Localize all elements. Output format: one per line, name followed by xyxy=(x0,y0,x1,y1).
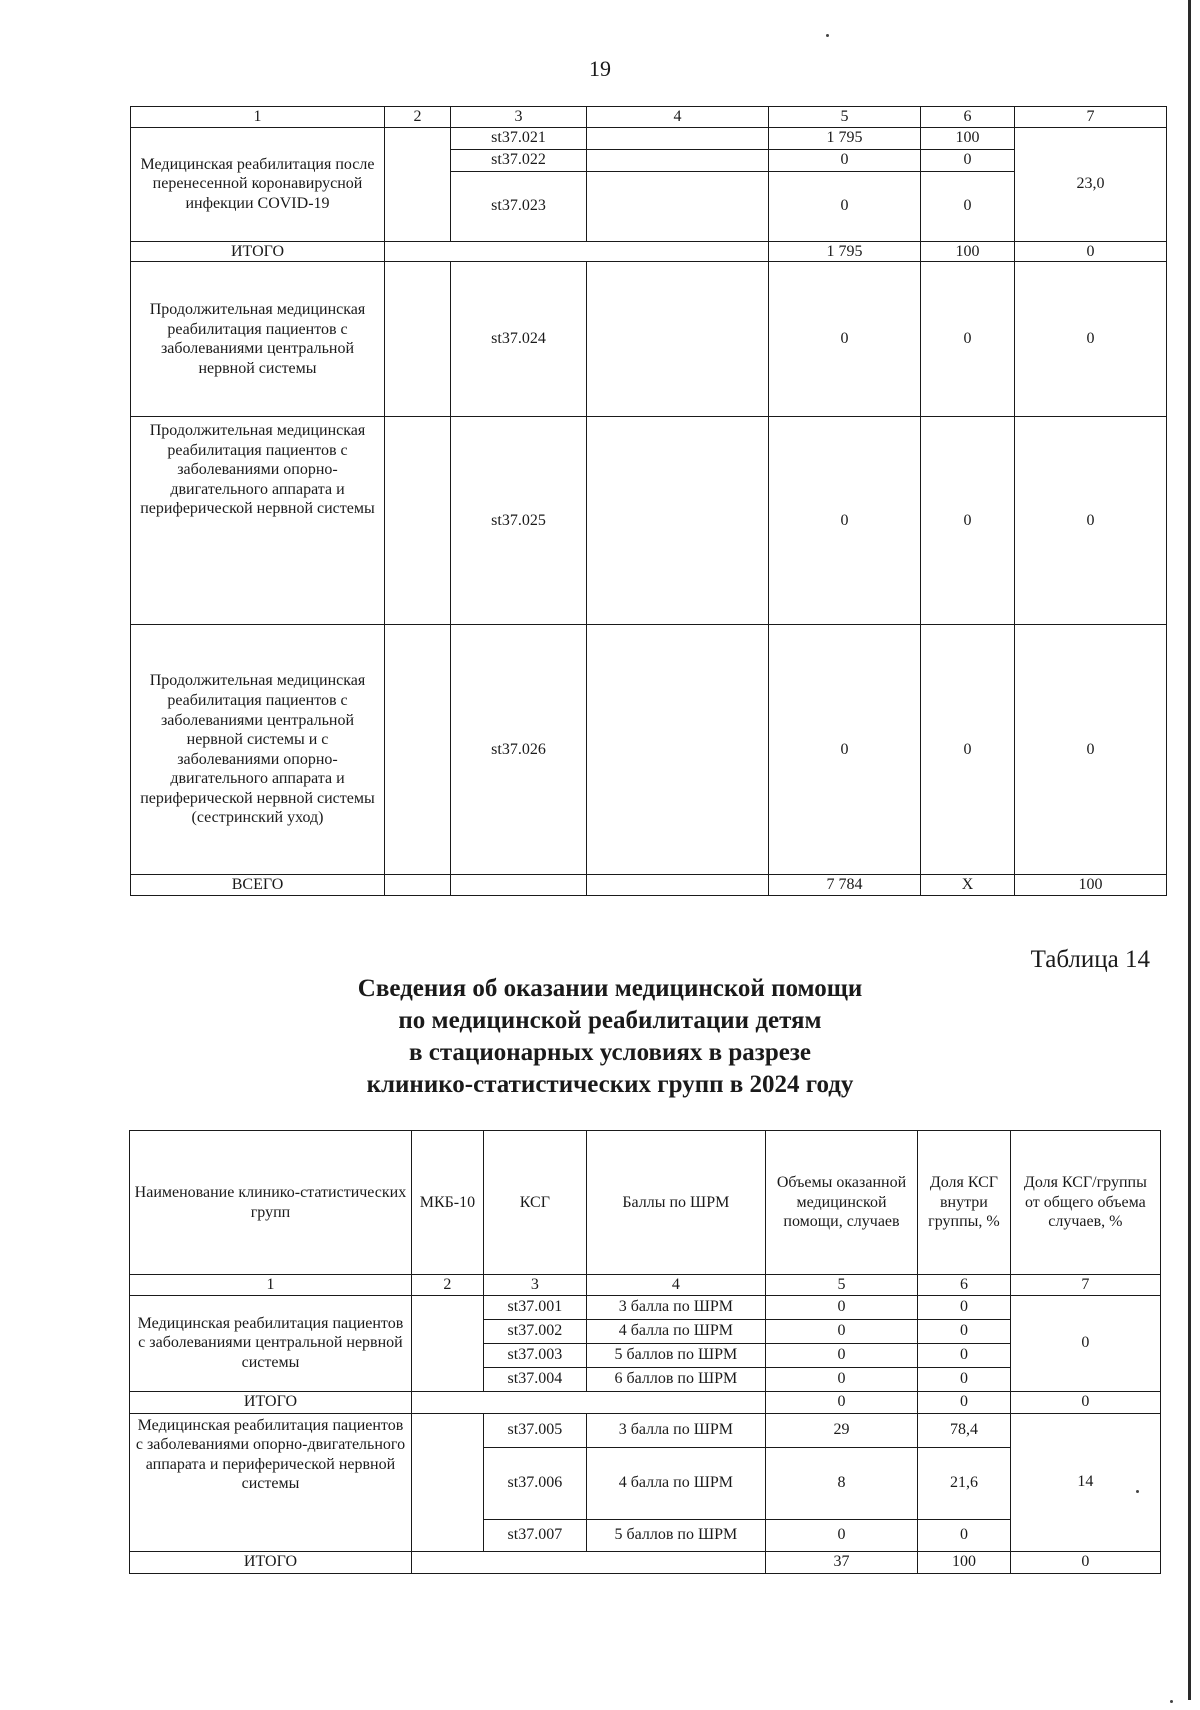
grand-total-label: ВСЕГО xyxy=(131,875,385,896)
title-line: по медицинской реабилитации детям xyxy=(398,1007,822,1034)
volume-value: 8 xyxy=(765,1447,917,1519)
total-group-share: 0 xyxy=(1010,1391,1160,1413)
column-number: 4 xyxy=(586,1275,765,1296)
group-share-value: 14 xyxy=(1010,1413,1160,1551)
total-row xyxy=(130,1551,1161,1573)
title-line: в стационарных условиях в разрезе xyxy=(409,1039,811,1066)
scan-speck xyxy=(826,34,829,37)
share-value: 78,4 xyxy=(918,1413,1011,1447)
total-share: 0 xyxy=(918,1391,1011,1413)
title-line: Сведения об оказании медицинской помощи xyxy=(357,975,863,1002)
column-number: 4 xyxy=(587,107,769,128)
icd-cell xyxy=(411,1413,483,1551)
share-value: 21,6 xyxy=(918,1447,1011,1519)
ksg-code: st37.006 xyxy=(483,1447,586,1519)
empty-merged-cell xyxy=(411,1391,765,1413)
total-label: ИТОГО xyxy=(130,1551,412,1573)
column-number: 2 xyxy=(411,1275,483,1296)
column-number: 7 xyxy=(1010,1275,1160,1296)
ksg-code: st37.002 xyxy=(483,1319,586,1343)
total-label: ИТОГО xyxy=(131,241,385,262)
volume-value: 1 795 xyxy=(769,127,921,149)
points-value: 3 балла по ШРМ xyxy=(586,1413,765,1447)
volume-value: 0 xyxy=(765,1367,917,1391)
volume-value: 0 xyxy=(769,262,921,417)
total-share: 100 xyxy=(921,241,1015,262)
grand-total-group-share: 100 xyxy=(1015,875,1167,896)
group-name: Медицинская реабилитация пациентов с заболеваниями опорно-двигательного аппарата и периферической нервной системы xyxy=(130,1413,412,1551)
ksg-code: st37.001 xyxy=(483,1295,586,1319)
total-share: 100 xyxy=(918,1551,1011,1573)
table-14 xyxy=(129,1130,1161,1574)
ksg-code: st37.023 xyxy=(451,171,587,241)
header-group-share: Доля КСГ/группы от общего объема случаев, % xyxy=(1010,1131,1160,1275)
points-value: 4 балла по ШРМ xyxy=(586,1447,765,1519)
group-name: Продолжительная медицинская реабилитация пациентов с заболеваниями центральной нервной системы xyxy=(131,262,385,417)
group-share-value: 0 xyxy=(1010,1295,1160,1391)
empty-merged-cell xyxy=(411,1551,765,1573)
empty-merged-cell xyxy=(385,241,769,262)
column-number-row xyxy=(131,107,1167,128)
ksg-code: st37.003 xyxy=(483,1343,586,1367)
group-name: Медицинская реабилитация пациентов с заболеваниями центральной нервной системы xyxy=(130,1295,412,1391)
table-row xyxy=(130,1413,1161,1447)
icd-cell xyxy=(385,127,451,241)
empty-cell xyxy=(385,875,451,896)
share-value: 0 xyxy=(918,1295,1011,1319)
column-number: 3 xyxy=(483,1275,586,1296)
group-name: Продолжительная медицинская реабилитация пациентов с заболеваниями центральной нервной системы и с заболеваниями опорно-двигательного аппарата и периферической нервной системы (сестринский уход) xyxy=(131,625,385,875)
column-number: 1 xyxy=(130,1275,412,1296)
title-line: клинико-статистических групп в 2024 году xyxy=(366,1071,854,1098)
total-row xyxy=(131,241,1167,262)
ksg-code: st37.007 xyxy=(483,1519,586,1551)
header-icd: МКБ-10 xyxy=(411,1131,483,1275)
ksg-code: st37.022 xyxy=(451,149,587,171)
total-label: ИТОГО xyxy=(130,1391,412,1413)
table-caption: Таблица 14 xyxy=(1030,946,1150,973)
points-cell xyxy=(587,625,769,875)
volume-value: 0 xyxy=(765,1519,917,1551)
share-value: 0 xyxy=(921,417,1015,625)
share-value: 0 xyxy=(918,1367,1011,1391)
header-share: Доля КСГ внутри группы, % xyxy=(918,1131,1011,1275)
empty-cell xyxy=(451,875,587,896)
points-cell xyxy=(587,262,769,417)
group-name: Продолжительная медицинская реабилитация пациентов с заболеваниями опорно-двигательного аппарата и периферической нервной системы xyxy=(131,417,385,625)
volume-value: 0 xyxy=(769,417,921,625)
page-edge-line xyxy=(1188,0,1191,1700)
header-group-name: Наименование клинико-статистических групп xyxy=(130,1131,412,1275)
points-value: 3 балла по ШРМ xyxy=(586,1295,765,1319)
table-row xyxy=(131,262,1167,417)
icd-cell xyxy=(385,417,451,625)
points-value: 4 балла по ШРМ xyxy=(586,1319,765,1343)
grand-total-share: X xyxy=(921,875,1015,896)
volume-value: 0 xyxy=(765,1295,917,1319)
icd-cell xyxy=(385,262,451,417)
volume-value: 0 xyxy=(769,625,921,875)
grand-total-row xyxy=(131,875,1167,896)
ksg-code: st37.025 xyxy=(451,417,587,625)
share-value: 0 xyxy=(918,1319,1011,1343)
column-number: 6 xyxy=(918,1275,1011,1296)
header-points: Баллы по ШРМ xyxy=(586,1131,765,1275)
group-share-value: 0 xyxy=(1015,262,1167,417)
column-number: 3 xyxy=(451,107,587,128)
points-cell xyxy=(587,127,769,149)
share-value: 0 xyxy=(921,262,1015,417)
share-value: 0 xyxy=(921,149,1015,171)
share-value: 0 xyxy=(918,1343,1011,1367)
icd-cell xyxy=(411,1295,483,1391)
table-title xyxy=(250,973,970,1101)
column-number: 5 xyxy=(765,1275,917,1296)
points-cell xyxy=(587,171,769,241)
column-number: 2 xyxy=(385,107,451,128)
group-share-value: 0 xyxy=(1015,625,1167,875)
share-value: 0 xyxy=(921,625,1015,875)
total-volume: 0 xyxy=(765,1391,917,1413)
points-value: 5 баллов по ШРМ xyxy=(586,1519,765,1551)
volume-value: 0 xyxy=(769,171,921,241)
group-share-value: 23,0 xyxy=(1015,127,1167,241)
total-group-share: 0 xyxy=(1010,1551,1160,1573)
column-number: 7 xyxy=(1015,107,1167,128)
table-row xyxy=(131,417,1167,625)
page-number: 19 xyxy=(589,56,611,81)
table-row xyxy=(131,127,1167,149)
ksg-code: st37.004 xyxy=(483,1367,586,1391)
column-number-row xyxy=(130,1275,1161,1296)
empty-cell xyxy=(587,875,769,896)
ksg-code: st37.021 xyxy=(451,127,587,149)
table-row xyxy=(130,1295,1161,1319)
ksg-code: st37.026 xyxy=(451,625,587,875)
points-value: 6 баллов по ШРМ xyxy=(586,1367,765,1391)
share-value: 100 xyxy=(921,127,1015,149)
points-cell xyxy=(587,149,769,171)
table-row xyxy=(131,625,1167,875)
volume-value: 29 xyxy=(765,1413,917,1447)
column-number: 5 xyxy=(769,107,921,128)
grand-total-volume: 7 784 xyxy=(769,875,921,896)
ksg-code: st37.005 xyxy=(483,1413,586,1447)
column-number: 1 xyxy=(131,107,385,128)
total-row xyxy=(130,1391,1161,1413)
total-volume: 1 795 xyxy=(769,241,921,262)
volume-value: 0 xyxy=(765,1343,917,1367)
group-name: Медицинская реабилитация после перенесенной коронавирусной инфекции COVID-19 xyxy=(131,127,385,241)
scan-speck xyxy=(1170,1700,1173,1703)
icd-cell xyxy=(385,625,451,875)
ksg-code: st37.024 xyxy=(451,262,587,417)
total-group-share: 0 xyxy=(1015,241,1167,262)
share-value: 0 xyxy=(921,171,1015,241)
header-volume: Объемы оказанной медицинской помощи, случаев xyxy=(765,1131,917,1275)
header-row xyxy=(130,1131,1161,1275)
points-value: 5 баллов по ШРМ xyxy=(586,1343,765,1367)
group-share-value: 0 xyxy=(1015,417,1167,625)
table-continuation xyxy=(130,106,1167,896)
points-cell xyxy=(587,417,769,625)
header-ksg: КСГ xyxy=(483,1131,586,1275)
volume-value: 0 xyxy=(765,1319,917,1343)
total-volume: 37 xyxy=(765,1551,917,1573)
volume-value: 0 xyxy=(769,149,921,171)
column-number: 6 xyxy=(921,107,1015,128)
share-value: 0 xyxy=(918,1519,1011,1551)
